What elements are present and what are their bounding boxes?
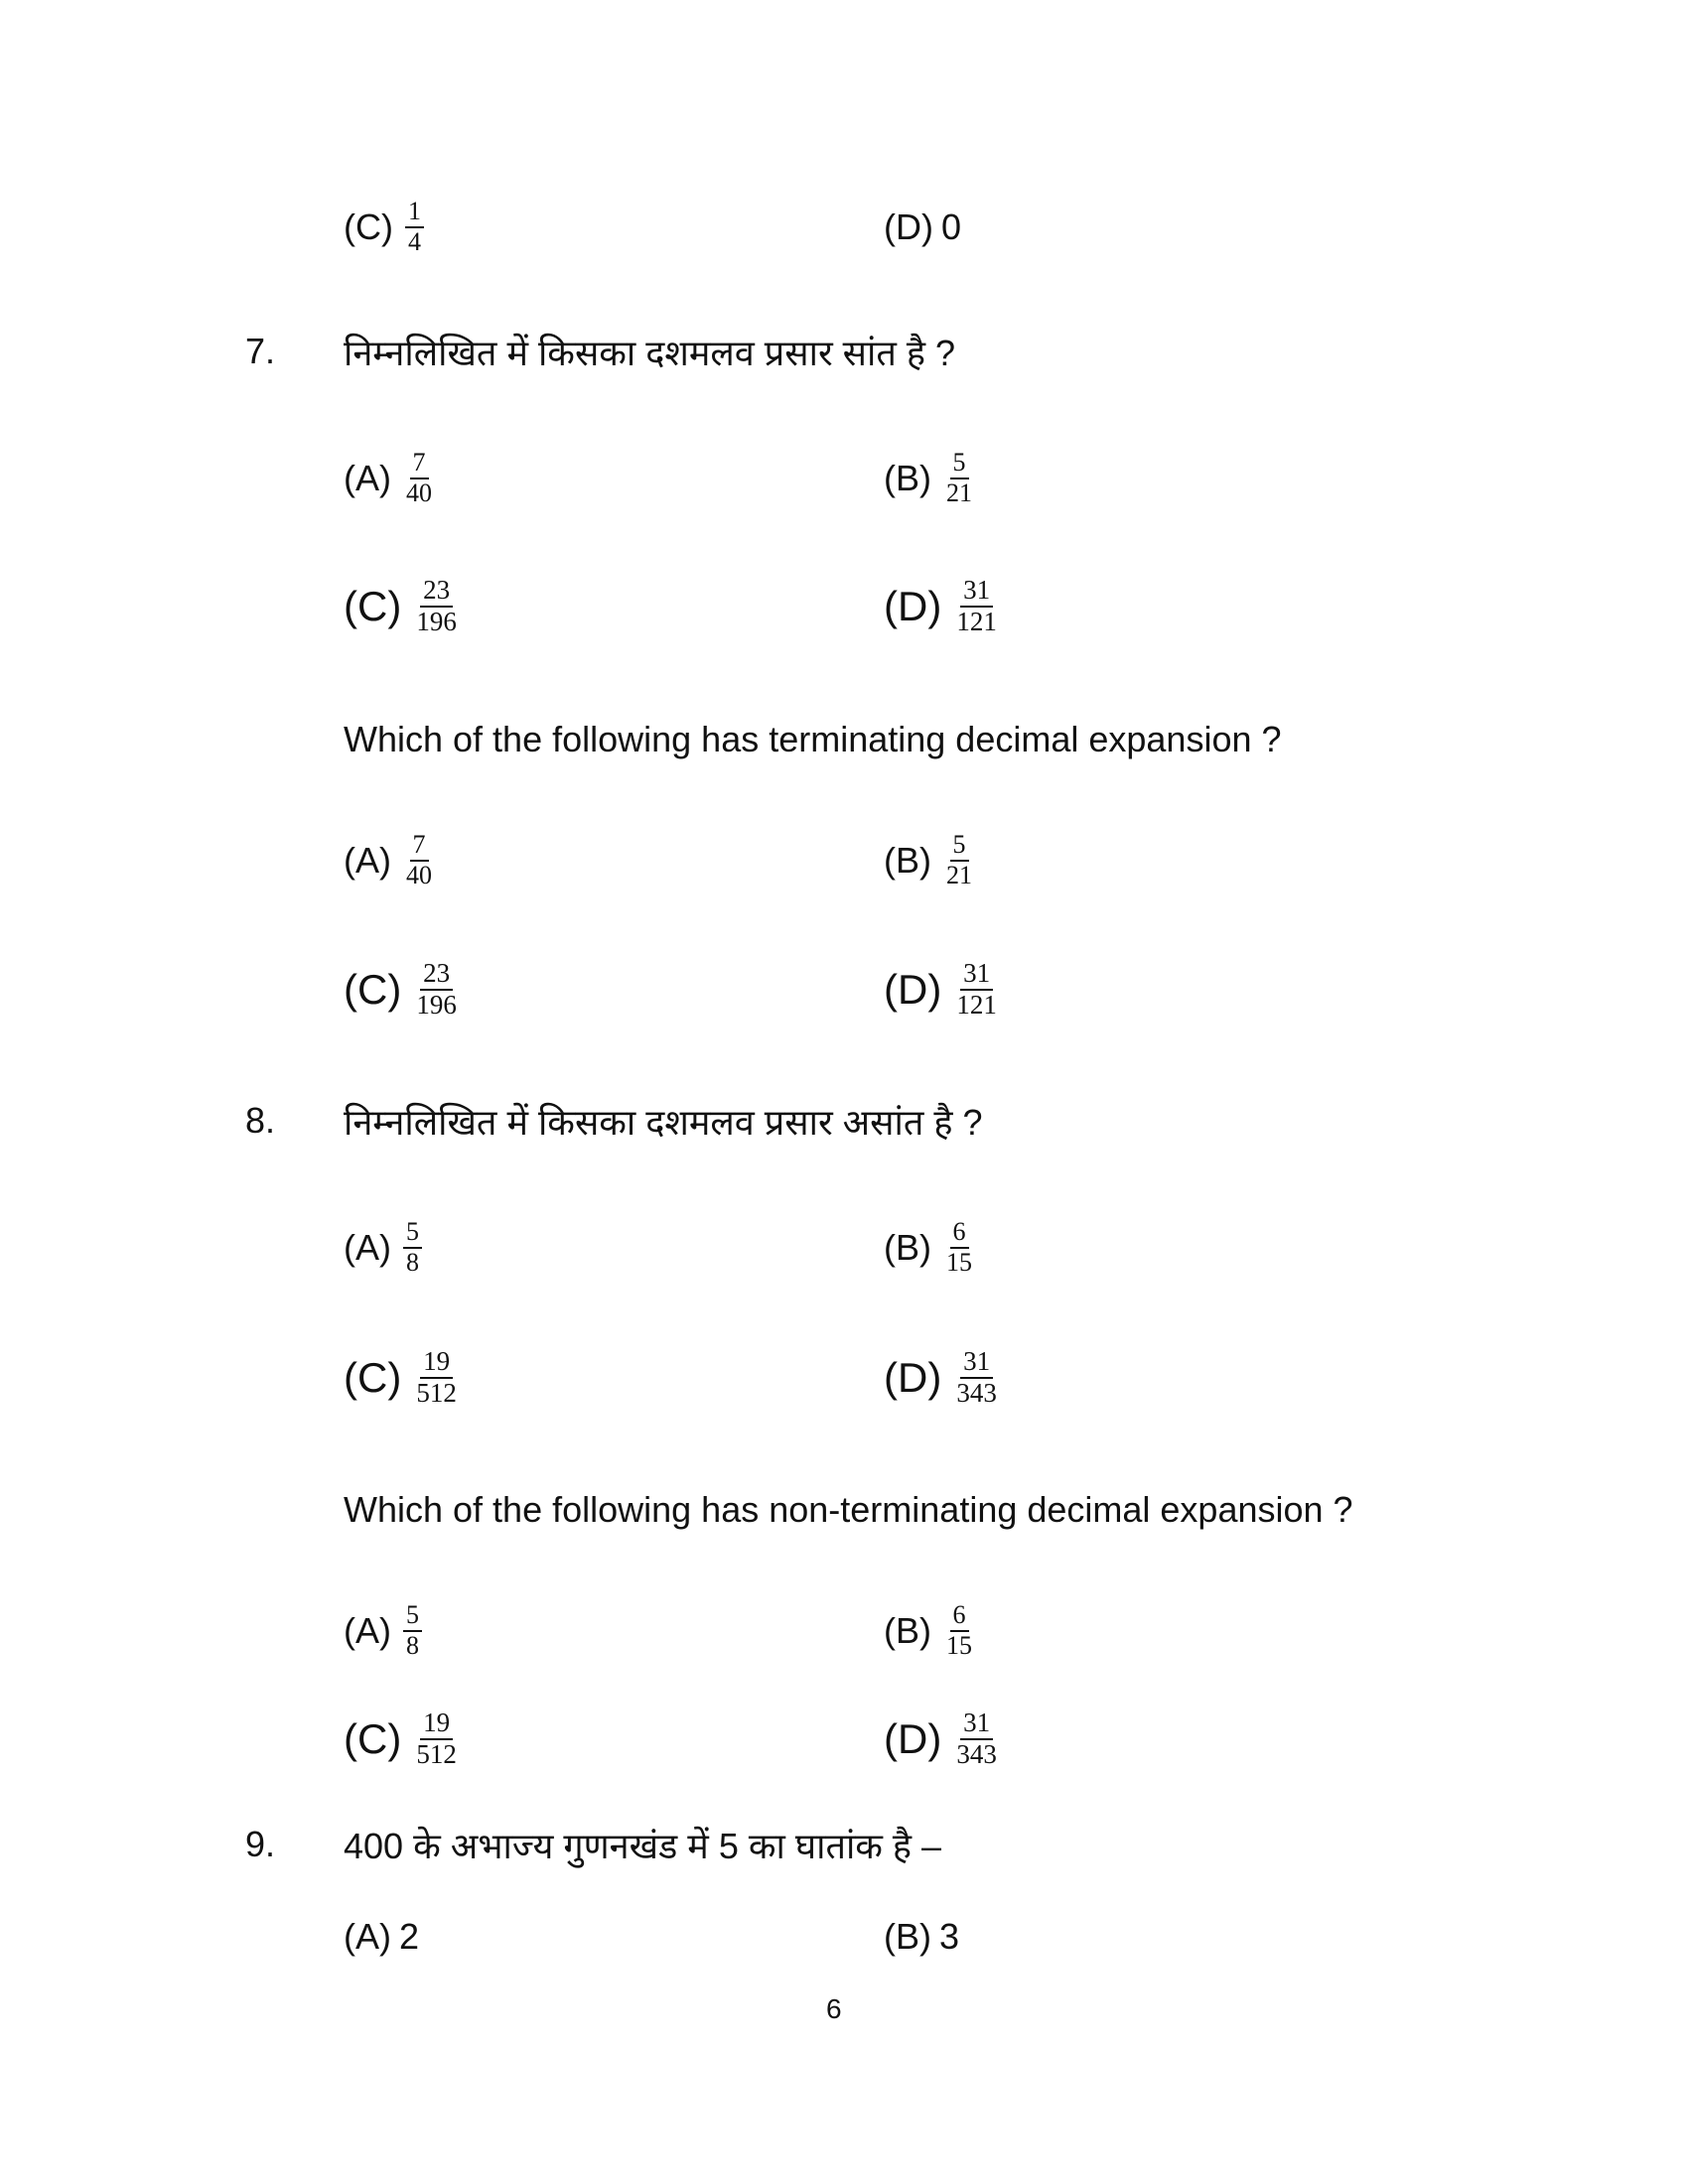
option-label: (A)	[344, 458, 391, 498]
fraction	[943, 831, 975, 889]
question-text-english: Which of the following has terminating decimal expansion ?	[344, 719, 1282, 759]
option-label: (C)	[344, 206, 393, 247]
denominator: 40	[406, 861, 432, 889]
numerator: 23	[420, 959, 453, 991]
option-label: (B)	[884, 840, 931, 881]
fraction	[943, 1601, 975, 1660]
fraction	[413, 576, 460, 636]
fraction	[953, 959, 1000, 1020]
denominator: 512	[416, 1378, 457, 1408]
option-label: (D)	[884, 206, 933, 247]
numerator: 31	[960, 1347, 993, 1379]
q8-en-option-d	[884, 1700, 1000, 1779]
fraction	[953, 576, 1000, 636]
fraction	[413, 959, 460, 1020]
q8-en-option-c	[344, 1700, 460, 1779]
q7-hi-option-a	[344, 439, 435, 518]
option-label: (C)	[344, 1715, 402, 1762]
option-label: (D)	[884, 1715, 942, 1762]
numerator: 5	[950, 831, 969, 862]
fraction	[405, 198, 424, 256]
option-label: (B)	[884, 458, 931, 498]
option-label: (A)	[344, 1610, 391, 1651]
q6-option-c	[344, 188, 424, 267]
numerator: 31	[960, 959, 993, 991]
option-label: (D)	[884, 583, 942, 629]
option-label: (B)	[884, 1610, 931, 1651]
q8-en-option-b	[884, 1591, 975, 1671]
denominator: 343	[956, 1378, 997, 1408]
q6-option-d	[884, 188, 961, 267]
q7-en-option-b	[884, 821, 975, 900]
numerator: 31	[960, 1708, 993, 1740]
question-number: 8.	[245, 1100, 276, 1141]
numerator: 6	[950, 1601, 969, 1632]
question-text-hindi: निम्नलिखित में किसका दशमलव प्रसार असांत है ?	[344, 1101, 983, 1143]
question-number: 7.	[245, 331, 276, 371]
option-value: 2	[399, 1916, 420, 1957]
option-value: 3	[939, 1916, 960, 1957]
page-number: 6	[826, 1993, 842, 2024]
numerator: 6	[950, 1218, 969, 1249]
denominator: 196	[416, 607, 457, 636]
denominator: 343	[956, 1739, 997, 1769]
q7-en-option-c	[344, 950, 460, 1029]
denominator: 15	[946, 1248, 972, 1277]
q9-option-b	[884, 1897, 959, 1977]
q7-en-option-d	[884, 950, 1000, 1029]
denominator: 512	[416, 1739, 457, 1769]
option-label: (B)	[884, 1916, 931, 1957]
fraction	[953, 1347, 1000, 1408]
q7-hi-option-b	[884, 439, 975, 518]
numerator: 5	[950, 449, 969, 479]
option-label: (C)	[344, 1354, 402, 1401]
option-label: (C)	[344, 966, 402, 1013]
option-label: (A)	[344, 1227, 391, 1268]
fraction	[413, 1347, 460, 1408]
denominator: 21	[946, 478, 972, 507]
numerator: 5	[403, 1218, 422, 1249]
numerator: 1	[405, 198, 424, 228]
denominator: 15	[946, 1631, 972, 1660]
denominator: 40	[406, 478, 432, 507]
q7-en-option-a	[344, 821, 435, 900]
fraction	[953, 1708, 1000, 1769]
numerator: 7	[410, 831, 429, 862]
fraction	[403, 1218, 422, 1277]
numerator: 31	[960, 576, 993, 608]
q8-hi-option-c	[344, 1338, 460, 1418]
denominator: 8	[406, 1248, 419, 1277]
fraction	[943, 449, 975, 507]
fraction	[943, 1218, 975, 1277]
option-label: (D)	[884, 1354, 942, 1401]
q8-en-option-a	[344, 1591, 422, 1671]
q8-hi-option-b	[884, 1208, 975, 1288]
denominator: 121	[956, 607, 997, 636]
question-text-hindi: 400 के अभाज्य गुणनखंड में 5 का घातांक है –	[344, 1825, 942, 1866]
q8-hi-option-d	[884, 1338, 1000, 1418]
option-label: (C)	[344, 583, 402, 629]
numerator: 19	[420, 1347, 453, 1379]
q7-hi-option-c	[344, 567, 460, 646]
fraction	[413, 1708, 460, 1769]
denominator: 4	[407, 227, 421, 256]
numerator: 7	[410, 449, 429, 479]
q8-hi-option-a	[344, 1208, 422, 1288]
question-number: 9.	[245, 1824, 276, 1864]
q9-option-a	[344, 1897, 419, 1977]
fraction	[403, 1601, 422, 1660]
numerator: 5	[403, 1601, 422, 1632]
option-label: (D)	[884, 966, 942, 1013]
option-label: (A)	[344, 840, 391, 881]
option-label: (B)	[884, 1227, 931, 1268]
denominator: 21	[946, 861, 972, 889]
q7-hi-option-d	[884, 567, 1000, 646]
numerator: 19	[420, 1708, 453, 1740]
option-value: 0	[940, 206, 962, 247]
question-text-english: Which of the following has non-terminating decimal expansion ?	[344, 1489, 1353, 1530]
numerator: 23	[420, 576, 453, 608]
denominator: 8	[406, 1631, 419, 1660]
fraction	[403, 831, 435, 889]
denominator: 196	[416, 990, 457, 1020]
option-label: (A)	[344, 1916, 391, 1957]
question-text-hindi: निम्नलिखित में किसका दशमलव प्रसार सांत है ?	[344, 332, 955, 373]
denominator: 121	[956, 990, 997, 1020]
fraction	[403, 449, 435, 507]
